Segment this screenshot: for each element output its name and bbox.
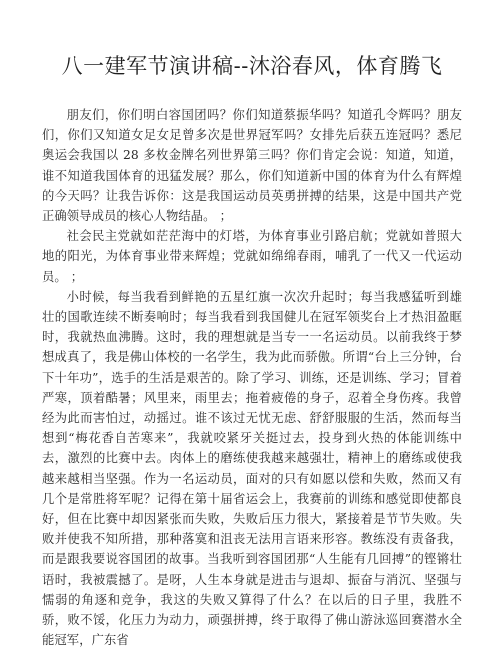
document-body — [42, 105, 462, 650]
paragraph-1: 朋友们，你们明白容国团吗？你们知道蔡振华吗？知道孔令辉吗？朋友们，你们又知道女足女足曾多次是世界冠军吗？女排先后获五连冠吗？悉尼奥运会我国以 28 多枚金牌名列世界第三吗？你们肯定会说：知道，知道，谁不知道我国体育的迅猛发展？那么，你们知道新中国的体育为什么有辉煌的今天吗？让我告诉你：这是我国运动员英勇拼搏的结果，这是中国共产党正确领导成员的核心人物结晶。 ； — [42, 108, 462, 224]
document-title: 八一建军节演讲稿--沐浴春风，体育腾飞 — [61, 54, 443, 78]
paragraph-2: 社会民主党就如茫茫海中的灯塔，为体育事业引路启航；党就如普照大地的阳光，为体育事业带来辉煌；党就如绵绵春雨，哺乳了一代又一代运动员。 ； — [42, 229, 462, 284]
paragraph-3: 小时候，每当我看到鲜艳的五星红旗一次次升起时；每当我感猛听到雄壮的国歌连续不断奏响时；每当我看到我国健儿在冠军领奖台上才热泪盈眶时，我就热血沸腾。这时，我的理想就是当专一一名运动员。以前我终于梦想成真了，我是佛山体校的一名学生，我为此而骄傲。所谓“台上三分钟，台下十年功”，选手的生活是艰苦的。除了学习、训练，还是训练、学习；冒着严寒，顶着酷暑；风里来，雨里去；拖着疲倦的身子，忍着全身伤疼。我曾经为此而害怕过，动摇过。谁不该过无忧无虑、舒舒服服的生活，然而每当想到“梅花香自苦寒来”，我就咬紧牙关挺过去，投身到火热的体能训练中去，激烈的比赛中去。肉体上的磨练使我越来越强壮，精神上的磨练或使我越来越相当坚强。作为一名运动员，面对的只有如愿以偿和失败，然而又有几个是常胜将军呢？记得在第十届省运会上，我赛前的训练和感觉即使都良好，但在比赛中却因紧张而失败，失败后压力很大，紧接着是节节失败。失败并使我不知所措，那种落寞和沮丧无法用言语来形容。教练没有责备我，而是跟我要说容国团的故事。当我听到容国团那“人生能有几回搏”的铿锵壮语时，我被震撼了。是呀，人生本身就是进击与退却、振奋与消沉、坚强与懦弱的角逐和竞争，我这的失败又算得了什么？在以后的日子里，我胜不骄，败不馁，化压力为动力，顽强拼搏，终于取得了佛山游泳巡回赛潜水全能冠军，广东省 — [42, 289, 462, 648]
